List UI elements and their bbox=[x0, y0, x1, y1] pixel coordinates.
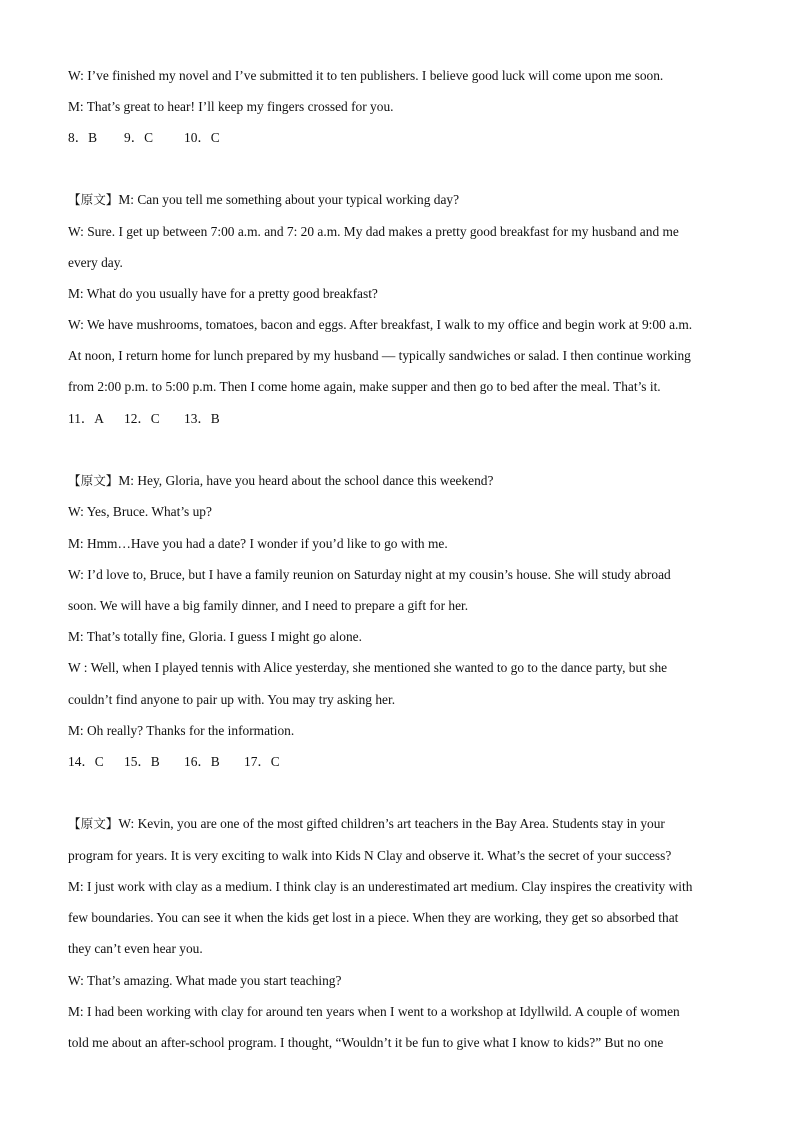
transcript-line: program for years. It is very exciting to walk into Kids N Clay and observe it. What’s the secret of your success? bbox=[68, 848, 672, 863]
transcript-line: from 2:00 p.m. to 5:00 p.m. Then I come home again, make supper and then go to bed after the meal. That’s it. bbox=[68, 379, 661, 394]
answer-item: 17．C bbox=[244, 754, 280, 769]
section-tag: 【原文】 bbox=[68, 192, 119, 207]
transcript-text: W: Kevin, you are one of the most gifted children’s art teachers in the Bay Area. Students stay in your bbox=[118, 816, 665, 831]
answer-item: 10．C bbox=[184, 130, 220, 145]
transcript-line: W: I’ve finished my novel and I’ve submitted it to ten publishers. I believe good luck will come upon me soon. bbox=[68, 68, 664, 83]
transcript-line: M: I just work with clay as a medium. I think clay is an underestimated art medium. Clay inspires the creativity with bbox=[68, 879, 693, 894]
transcript-line: W: That’s amazing. What made you start teaching? bbox=[68, 973, 342, 988]
answer-item: 9．C bbox=[124, 130, 154, 145]
transcript-line: soon. We will have a big family dinner, and I need to prepare a gift for her. bbox=[68, 598, 469, 613]
transcript-line: couldn’t find anyone to pair up with. You may try asking her. bbox=[68, 692, 396, 707]
answer-item: 12．C bbox=[124, 411, 160, 426]
transcript-line: M: That’s great to hear! I’ll keep my fingers crossed for you. bbox=[68, 99, 394, 114]
answer-item: 13．B bbox=[184, 411, 220, 426]
transcript-line bbox=[68, 472, 493, 490]
answer-key bbox=[68, 129, 220, 147]
transcript-line: told me about an after-school program. I thought, “Wouldn’t it be fun to give what I know to kids?” But no one bbox=[68, 1035, 664, 1050]
transcript-text: M: Can you tell me something about your typical working day? bbox=[118, 192, 460, 207]
answer-item: 8．B bbox=[68, 130, 98, 145]
answer-key bbox=[68, 753, 280, 771]
answer-item: 16．B bbox=[184, 754, 220, 769]
transcript-line bbox=[68, 191, 459, 209]
transcript-line: M: Oh really? Thanks for the information. bbox=[68, 723, 295, 738]
transcript-line: few boundaries. You can see it when the kids get lost in a piece. When they are working, they get so absorbed that bbox=[68, 910, 679, 925]
transcript-line: W: Yes, Bruce. What’s up? bbox=[68, 504, 212, 519]
transcript-line: M: What do you usually have for a pretty good breakfast? bbox=[68, 286, 378, 301]
answer-item: 15．B bbox=[124, 754, 160, 769]
transcript-line: At noon, I return home for lunch prepared by my husband — typically sandwiches or salad. I then continue working bbox=[68, 348, 691, 363]
transcript-line: they can’t even hear you. bbox=[68, 941, 203, 956]
section-tag: 【原文】 bbox=[68, 473, 119, 488]
transcript-line: M: I had been working with clay for around ten years when I went to a workshop at Idyllwild. A couple of women bbox=[68, 1004, 680, 1019]
transcript-line: M: That’s totally fine, Gloria. I guess I might go alone. bbox=[68, 629, 362, 644]
answer-item: 11．A bbox=[68, 411, 104, 426]
transcript-line: every day. bbox=[68, 255, 123, 270]
transcript-line: M: Hmm…Have you had a date? I wonder if you’d like to go with me. bbox=[68, 536, 448, 551]
transcript-line: W: We have mushrooms, tomatoes, bacon and eggs. After breakfast, I walk to my office and begin work at 9:00 a.m. bbox=[68, 317, 693, 332]
section-tag: 【原文】 bbox=[68, 816, 119, 831]
transcript-line: W: Sure. I get up between 7:00 a.m. and 7: 20 a.m. My dad makes a pretty good breakfast for my husband and me bbox=[68, 224, 679, 239]
answer-item: 14．C bbox=[68, 754, 104, 769]
transcript-text: M: Hey, Gloria, have you heard about the school dance this weekend? bbox=[118, 473, 494, 488]
answer-key bbox=[68, 410, 220, 428]
transcript-line: W : Well, when I played tennis with Alice yesterday, she mentioned she wanted to go to the dance party, but she bbox=[68, 660, 668, 675]
transcript-line: W: I’d love to, Bruce, but I have a family reunion on Saturday night at my cousin’s house. She will study abroad bbox=[68, 567, 671, 582]
transcript-line bbox=[68, 815, 665, 833]
